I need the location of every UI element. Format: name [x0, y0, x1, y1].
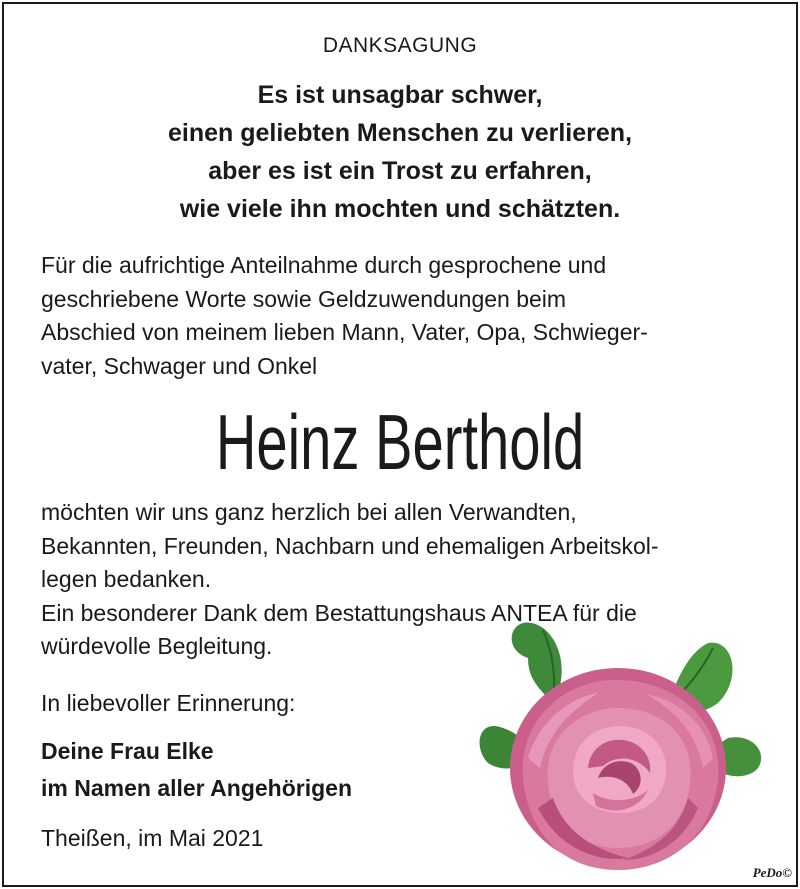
designer-credit: PeDo©	[752, 865, 792, 880]
notice-heading: DANKSAGUNG	[322, 34, 478, 57]
closing-line: In liebevoller Erinnerung:	[41, 690, 296, 716]
verse-line: wie viele ihn mochten und schätzten.	[179, 195, 621, 223]
thanks-line: würdevolle Begleitung.	[41, 633, 273, 659]
signature-line: im Namen aller Angehörigen	[41, 775, 352, 801]
verse-line: einen geliebten Menschen zu verlieren,	[167, 119, 633, 147]
thanks-line: möchten wir uns ganz herzlich bei allen Verwandten,	[41, 499, 577, 525]
thanks-line: legen bedanken.	[41, 566, 212, 592]
intro-line: geschriebene Worte sowie Geldzuwendungen beim	[41, 285, 567, 312]
place-date: Theißen, im Mai 2021	[41, 825, 264, 851]
thanks-line: Ein besonderer Dank dem Bestattungshaus ANTEA für die	[41, 599, 637, 626]
verse	[0, 76, 800, 228]
rose-icon	[468, 608, 772, 878]
intro-line: Für die aufrichtige Anteilnahme durch gesprochene und	[41, 252, 607, 278]
intro-line: vater, Schwager und Onkel	[41, 352, 318, 379]
thanks-line: Bekannten, Freunden, Nachbarn und ehemaligen Arbeitskol-	[41, 532, 659, 559]
intro-paragraph	[41, 249, 648, 383]
verse-line: Es ist unsagbar schwer,	[257, 81, 543, 109]
intro-line: Abschied von meinem lieben Mann, Vater, Opa, Schwieger-	[41, 319, 648, 345]
verse-line: aber es ist ein Trost zu erfahren,	[208, 157, 592, 185]
signature	[41, 733, 352, 807]
deceased-name: Heinz Berthold	[215, 398, 585, 486]
signature-line: Deine Frau Elke	[41, 738, 214, 764]
